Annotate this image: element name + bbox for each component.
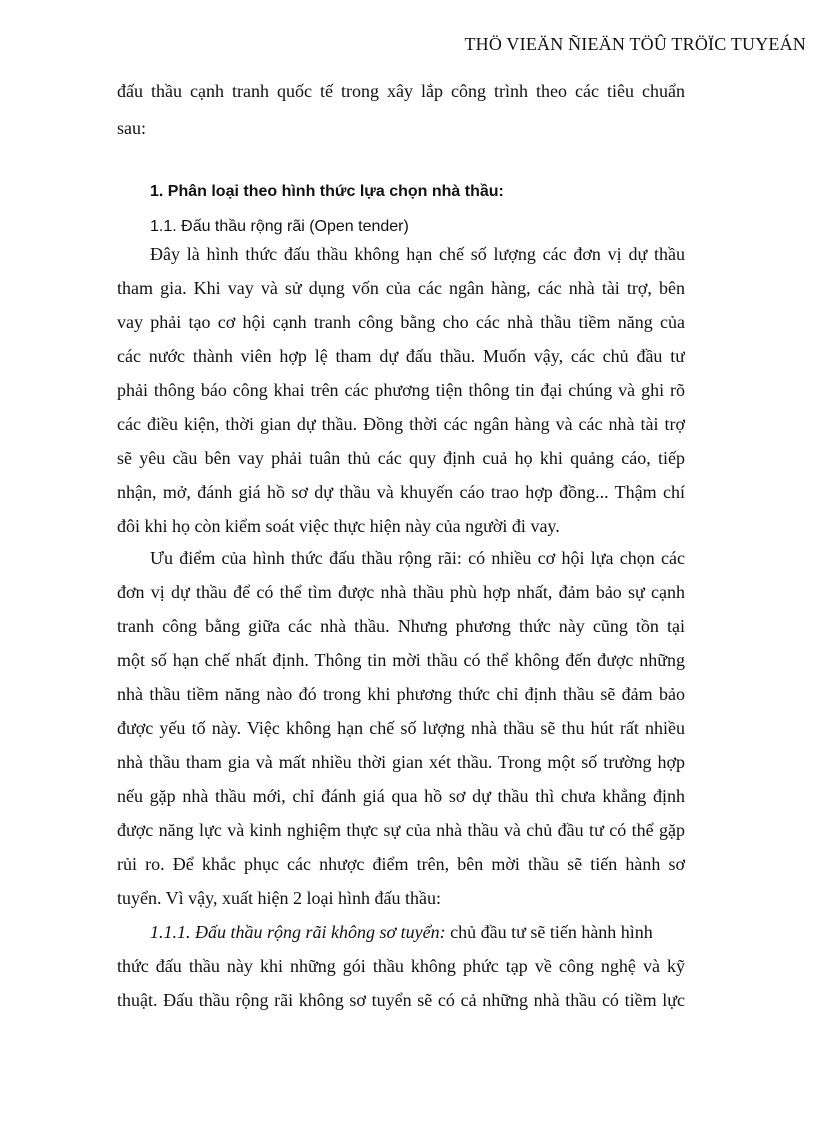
text-line: tham gia. Khi vay và sử dụng vốn của các ngân hàng, các nhà tài trợ, bên: [117, 278, 685, 298]
text-line: Ưu điểm của hình thức đấu thầu rộng rãi: có nhiều cơ hội lựa chọn các: [150, 548, 685, 568]
text-line: nhà thầu tham gia và mất nhiều thời gian xét thầu. Trong một số trường hợp: [117, 752, 685, 772]
text-line: tranh công bằng giữa các nhà thầu. Nhưng phương thức này cũng tồn tại: [117, 616, 685, 636]
text-line: đấu thầu cạnh tranh quốc tế trong xây lắp công trình theo các tiêu chuẩn: [117, 81, 685, 101]
text-span: chủ đầu tư sẽ tiến hành hình: [445, 922, 653, 942]
text-line: sau:: [117, 118, 146, 138]
text-line: được năng lực và kinh nghiệm thực sự của nhà thầu và chủ đầu tư có thể gặp: [117, 820, 685, 840]
text-line: vay phải tạo cơ hội cạnh tranh công bằng cho các nhà thầu tiềm năng của: [117, 312, 685, 332]
text-line: tuyển. Vì vậy, xuất hiện 2 loại hình đấu thầu:: [117, 888, 441, 908]
text-line: được yếu tố này. Việc không hạn chế số lượng nhà thầu sẽ thu hút rất nhiều: [117, 718, 685, 738]
text-line: đôi khi họ còn kiểm soát việc thực hiện này của người đi vay.: [117, 516, 560, 536]
text-line: rủi ro. Để khắc phục các nhược điểm trên, bên mời thầu sẽ tiến hành sơ: [117, 854, 685, 874]
text-line: nếu gặp nhà thầu mới, chỉ đánh giá qua hồ sơ dự thầu thì chưa khẳng định: [117, 786, 685, 806]
text-line: sẽ yêu cầu bên vay phải tuân thủ các quy định cuả họ khi quảng cáo, tiếp: [117, 448, 685, 468]
subsubsection-heading: 1.1.1. Đấu thầu rộng rãi không sơ tuyển:: [150, 922, 446, 942]
page-header: THÖ VIEÄN ÑIEÄN TÖÛ TRÖÏC TUYEÁN: [464, 34, 806, 54]
text-line: các nước thành viên hợp lệ tham dự đấu thầu. Muốn vậy, các chủ đầu tư: [117, 346, 685, 366]
text-line: một số hạn chế nhất định. Thông tin mời thầu có thể không đến được những: [117, 650, 685, 670]
text-line: thức đấu thầu này khi những gói thầu không phức tạp về công nghệ và kỹ: [117, 956, 685, 976]
text-line: nhà thầu tiềm năng nào đó trong khi phương thức chỉ định thầu sẽ đảm bảo: [117, 684, 685, 704]
text-line: Đây là hình thức đấu thầu không hạn chế số lượng các đơn vị dự thầu: [150, 244, 685, 264]
text-line: nhận, mở, đánh giá hồ sơ dự thầu và khuyến cáo trao hợp đồng... Thậm chí: [117, 482, 685, 502]
section-heading: 1. Phân loại theo hình thức lựa chọn nhà thầu:: [150, 183, 504, 200]
text-line: phải thông báo công khai trên các phương tiện thông tin đại chúng và ghi rõ: [117, 380, 685, 400]
text-line: đơn vị dự thầu để có thể tìm được nhà thầu phù hợp nhất, đảm bảo sự cạnh: [117, 582, 685, 602]
text-line-mixed: [150, 921, 685, 943]
text-line: các điều kiện, thời gian dự thầu. Đồng thời các ngân hàng và các nhà tài trợ: [117, 414, 685, 434]
text-line: thuật. Đấu thầu rộng rãi không sơ tuyển sẽ có cả những nhà thầu có tiềm lực: [117, 990, 685, 1010]
subsection-heading: 1.1. Đấu thầu rộng rãi (Open tender): [150, 218, 409, 235]
